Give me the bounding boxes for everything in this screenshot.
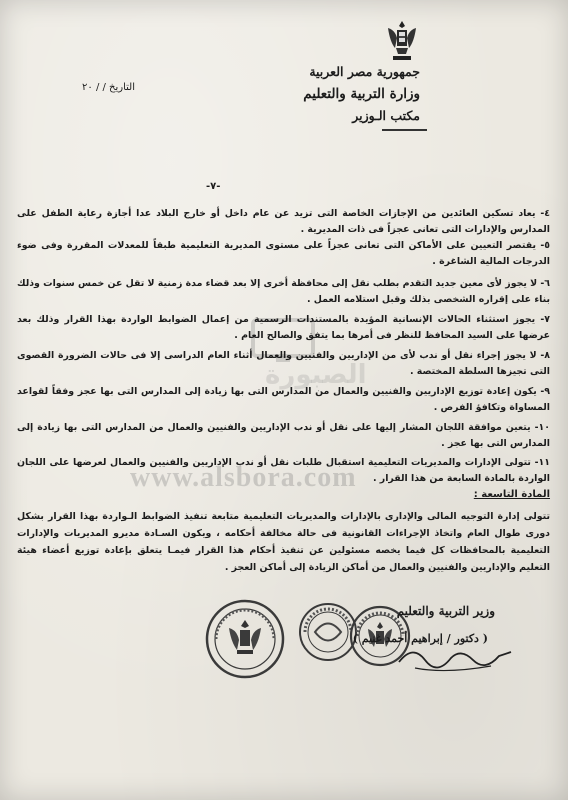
header-office: مكتب الـوزير (352, 108, 420, 123)
item-9: ٩- يكون إعادة توزيع الإداريين والفنيين والعمال من المدارس التى بها زيادة إلى المدارس التى بها عجز وفقاً لقواعد المساواة وتكافؤ الفرص . (17, 386, 550, 413)
item-4: ٤- يعاد تسكين العائدين من الإجازات الخاصة التى تزيد عن عام داخل أو خارج البلاد عدا أجازة رعاية الطفل على المدارس والإدارات التى تعانى عجزاً فى ذات المديرية . (17, 208, 550, 235)
header-underline (382, 129, 427, 131)
watermark-arabic: الصبورة (265, 360, 367, 390)
article-9-text: تتولى إدارة التوجيه المالى والإدارى بالإدارات والمديريات التعليمية متابعة تنفيذ الضوابط الـواردة بهذا القرار بشكل دورى طوال العام واتخاذ الإجراءات القانونية فى حالة مخالفة أحكامه ، ويكون السـادة مديرو المديريات والإدارات التعليمية بالمحافظات كل فيما يخصه مسئولين عن تنفيذ أحكام هذا القرار فيمـا يتعلق بإعادة توزيع أعضاء هيئة التعليم والإداريين والفنيين والعمال من أماكن الزيادة إلى أماكن العجز . (17, 511, 550, 573)
item-8: ٨- لا يجوز إجراء نقل أو ندب لأى من الإداريين والفنيين والعمال أثناء العام الدراسى إلا فى حالات الضرورة القصوى التى تجيزها السلطة المختصة . (17, 350, 550, 377)
signature-name: ( دكتور / إبراهيم أحمد غنيم ) (352, 632, 488, 645)
article-9-heading: المادة التاسعة : (473, 489, 550, 500)
header-ministry: وزارة التربية والتعليم (303, 86, 420, 102)
watermark-url: www.alsbora.com (130, 462, 357, 493)
header-country: جمهورية مصر العربية (309, 64, 420, 79)
item-7: ٧- يجوز استثناء الحالات الإنسانية المؤيدة بالمستندات الرسمية من إعمال الضوابط الواردة بهذا القرار وذلك بعد عرضها على السيد المحافظ للنظر فى أمرها بما يتفق والصالح العام . (17, 314, 550, 341)
eagle-emblem-icon (385, 18, 419, 64)
item-11: ١١- تتولى الإدارات والمديريات التعليمية استقبال طلبات نقل أو ندب الإداريين والفنيين والعمال لعرضها على اللجان الواردة بالمادة السابعة من هذا القرار . (17, 457, 550, 484)
item-6: ٦- لا يجوز لأى معين جديد التقدم بطلب نقل إلى محافظة أخرى إلا بعد قضاء مدة زمنية لا تقل عن خمس سنوات وذلك بناء على إقراره الشخصى بذلك وقبل استلامه العمل . (17, 278, 550, 305)
page-number: -٧- (206, 181, 221, 192)
item-10: ١٠- يتعين موافقة اللجان المشار إليها على نقل أو ندب الإداريين والفنيين والعمال من المدارس التى بها زيادة إلى المدارس التى بها عجز . (17, 422, 550, 449)
official-seal-stamp (204, 598, 286, 680)
handwritten-signature (395, 640, 515, 676)
date-field: التاريخ / / ٢٠ (82, 82, 135, 93)
item-5: ٥- يقتصر التعيين على الأماكن التى تعانى عجزاً على مستوى المديرية التعليمية طبقاً للمعدلات المقررة وفى ضوء الدرجات المالية الشاغرة . (17, 240, 550, 267)
signature-title: وزير التربية والتعليم (396, 604, 495, 618)
